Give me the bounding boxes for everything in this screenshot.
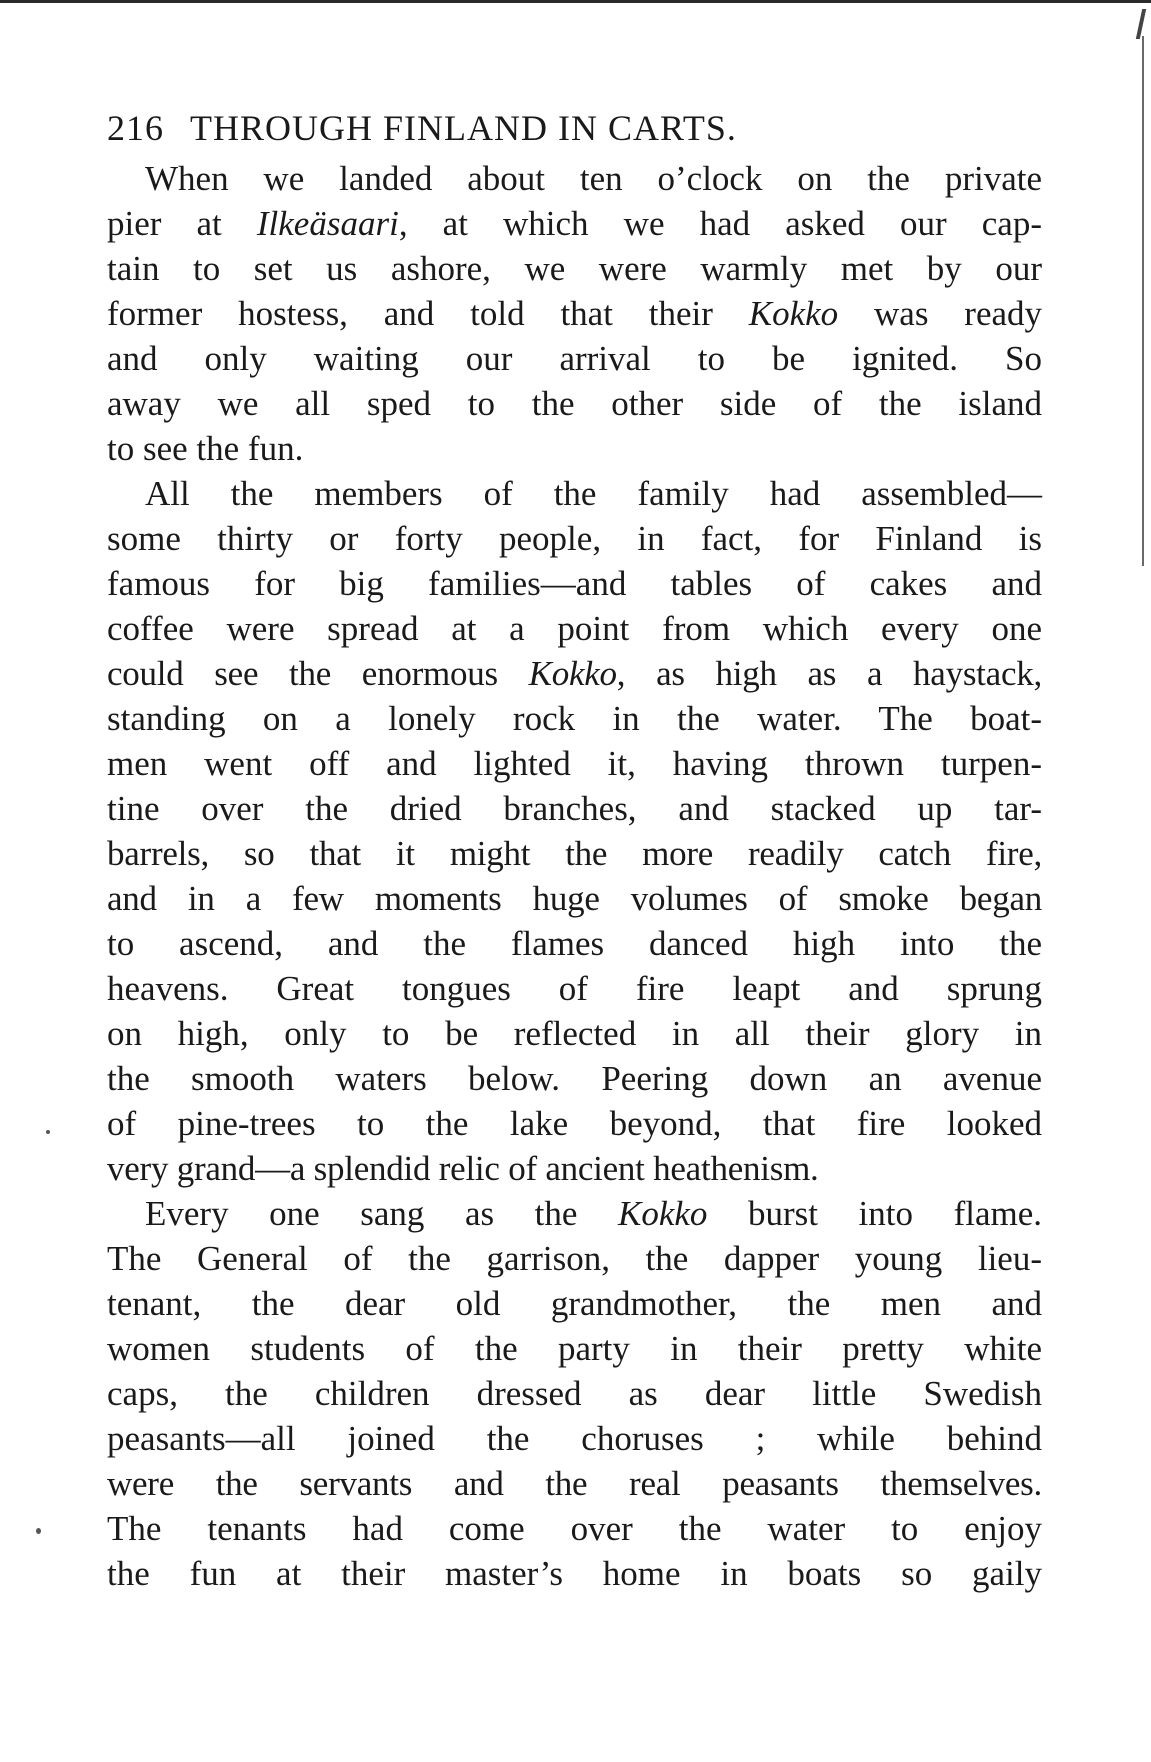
text-line: men went off and lighted it, having thrown turpen- — [107, 744, 1042, 783]
text-line: Every one sang as the Kokko burst into flame. — [145, 1194, 1042, 1233]
text-line: All the members of the family had assembled— — [145, 474, 1042, 513]
speck — [36, 1528, 41, 1534]
text-line: very grand—a splendid relic of ancient heathenism. — [107, 1149, 819, 1188]
page-right-edge — [1142, 36, 1144, 566]
text-line: to see the fun. — [107, 429, 304, 468]
text-line: standing on a lonely rock in the water. The boat- — [107, 699, 1042, 738]
text-line: some thirty or forty people, in fact, for Finland is — [107, 519, 1042, 558]
running-head — [107, 100, 1042, 156]
book-page — [107, 100, 1042, 1596]
text-line: tenant, the dear old grandmother, the men and — [107, 1284, 1042, 1323]
text-line: coffee were spread at a point from which every one — [107, 609, 1042, 648]
text-line: on high, only to be reflected in all their glory in — [107, 1014, 1042, 1053]
text-line: peasants—all joined the choruses ; while behind — [107, 1419, 1042, 1458]
text-line: The General of the garrison, the dapper young lieu- — [107, 1239, 1042, 1278]
text-line: women students of the party in their pretty white — [107, 1329, 1042, 1368]
paragraph-2 — [107, 471, 1042, 1191]
text-line: to ascend, and the flames danced high into the — [107, 924, 1042, 963]
speck — [46, 1130, 50, 1134]
text-line: caps, the children dressed as dear little Swedish — [107, 1374, 1042, 1413]
text-line: The tenants had come over the water to enjoy — [107, 1509, 1042, 1548]
text-line: away we all sped to the other side of the island — [107, 384, 1042, 423]
place-name-italic: Ilkeäsaari — [256, 204, 399, 243]
paragraph-3 — [107, 1191, 1042, 1596]
kokko-italic: Kokko — [618, 1194, 708, 1233]
text-line: famous for big families—and tables of cakes and — [107, 564, 1042, 603]
text-line: When we landed about ten o’clock on the private — [145, 159, 1042, 198]
paragraph-1 — [107, 156, 1042, 471]
text-line: were the servants and the real peasants themselves. — [107, 1464, 1042, 1503]
text-line: pier at Ilkeäsaari, at which we had asked our cap- — [107, 204, 1042, 243]
text-line: and only waiting our arrival to be ignited. So — [107, 339, 1042, 378]
text-line: former hostess, and told that their Kokko was ready — [107, 294, 1043, 333]
kokko-italic: Kokko — [748, 294, 839, 333]
text-line: tine over the dried branches, and stacked up tar- — [107, 789, 1042, 828]
text-line: the smooth waters below. Peering down an avenue — [107, 1059, 1042, 1098]
text-line: barrels, so that it might the more readily catch fire, — [107, 834, 1042, 873]
text-line: and in a few moments huge volumes of smoke began — [107, 879, 1042, 918]
kokko-italic: Kokko — [528, 654, 617, 693]
text-line: could see the enormous Kokko, as high as a haystack, — [107, 654, 1042, 693]
page-number: 216 — [107, 108, 164, 148]
running-title: THROUGH FINLAND IN CARTS. — [190, 108, 737, 148]
text-line: tain to set us ashore, we were warmly met by our — [107, 249, 1042, 288]
text-line: of pine-trees to the lake beyond, that fire looked — [107, 1104, 1042, 1143]
text-line: the fun at their master’s home in boats so gaily — [107, 1554, 1042, 1593]
top-border-rule — [0, 0, 1151, 15]
page-corner-mark — [1136, 9, 1146, 39]
text-line: heavens. Great tongues of fire leapt and sprung — [107, 969, 1042, 1008]
